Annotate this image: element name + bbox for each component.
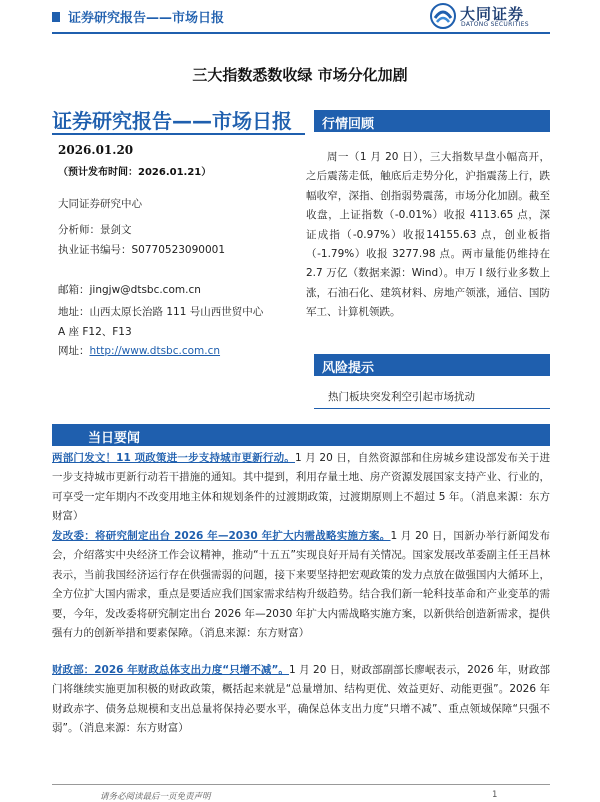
analyst-name: 分析师：景剑文 (58, 224, 132, 236)
email-address: 邮箱：jingjw@dtsbc.com.cn (58, 284, 201, 296)
footer-divider (52, 784, 550, 785)
institute-name: 大同证券研究中心 (58, 198, 142, 210)
report-date: 2026.01.20 (58, 143, 134, 157)
address-line-2: A 座 F12、F13 (58, 326, 132, 338)
address-line-1: 地址：山西太原长治路 111 号山西世贸中心 (58, 306, 264, 318)
news-item (52, 527, 550, 643)
logo-english: DATONG SECURITIES (461, 21, 529, 28)
website-link[interactable]: http://www.dtsbc.com.cn (89, 345, 221, 357)
header-title: 证券研究报告——市场日报 (68, 11, 225, 26)
market-review-header (314, 110, 550, 132)
report-main-title: 三大指数悉数收绿 市场分化加剧 (192, 66, 408, 84)
expected-publish-time: （预计发布时间：2026.01.21） (58, 167, 212, 178)
license-number: 执业证书编号：S0770523090001 (58, 244, 226, 256)
risk-warning-header (314, 354, 550, 376)
daily-news-header (52, 424, 550, 446)
header-divider (52, 32, 550, 34)
market-review-label: 行情回顾 (322, 117, 375, 132)
page-number: 1 (492, 790, 498, 800)
risk-warning-text: 热门板块突发利空引起市场扰动 (328, 391, 475, 403)
header-marker (52, 12, 60, 22)
news-headline[interactable]: 发改委：将研究制定出台 2026 年—2030 年扩大内需战略实施方案。 (52, 530, 391, 542)
news-body: 1 月 20 日，财政部副部长廖岷表示，2026 年，财政部门将继续实施更加积极的财政政策，概括起来就是“总量增加、结构更优、效益更好、动能更强”。2026 年财政赤字、债务总规模和支出总量将保持必要水平，确保总体支出力度“只增不减”、重点领域保障“只强不弱”。（消息来源：东方财富） (52, 664, 550, 735)
company-logo (430, 2, 550, 30)
news-item (52, 449, 550, 527)
news-headline[interactable]: 财政部：2026 年财政总体支出力度“只增不减”。 (52, 664, 289, 676)
daily-news-label: 当日要闻 (88, 431, 141, 446)
logo-name: 大同证券 (460, 5, 525, 23)
risk-warning-label: 风险提示 (322, 361, 375, 376)
risk-divider (314, 408, 550, 409)
website-label: 网址： (58, 345, 90, 357)
news-headline[interactable]: 两部门发文！11 项政策进一步支持城市更新行动。 (52, 452, 295, 464)
footer-disclaimer: 请务必阅读最后一页免责声明 (100, 792, 211, 802)
market-review-text: 周一（1 月 20 日），三大指数早盘小幅高开，之后震荡走低，触底后走势分化，沪指震荡上行，跌幅收窄，深指、创指弱势震荡，市场分化加剧。截至收盘，上证指数（-0.01%）收报 4113.65 点，深证成指（-0.97%）收报14155.63 点，创业板指（-1.79%）收报 3277.98 点。两市量能仍维持在 2.7 万亿（数据来源：Wind）。申万 I 级行业多数上涨，石油石化、建筑材料、房地产领涨，通信、国防军工、计算机领跌。 (306, 151, 550, 319)
news-item (52, 661, 550, 739)
news-body: 1 月 20 日，国新办举行新闻发布会，介绍落实中央经济工作会议精神，推动“十五五”实现良好开局有关情况。国家发展改革委副主任王昌林表示，当前我国经济运行存在供强需弱的问题，接下来要坚持把宏观政策的发力点放在做强国内大循环上，全方位扩大国内需求，重点是要适应我们国家需求结构升级趋势。结合我们新一轮科技革命和产业变革的需要，今年，发改委将研究制定出台 2026 年—2030 年扩大内需战略实施方案，以新供给创造新需求，提供强有力的创新举措和要素保障。（消息来源：东方财富） (52, 530, 550, 640)
logo-emblem-icon (430, 3, 456, 29)
news-body: 1 月 20 日，自然资源部和住房城乡建设部发布关于进一步支持城市更新行动若干措施的通知。其中提到，利用存量土地、房产资源发展国家支持产业、行业的，可享受一定年期内不改变用地主体和规划条件的过渡期政策，过渡期原则上不超过 5 年。（消息来源：东方财富） (52, 452, 550, 523)
website-line (58, 343, 220, 358)
heading-divider (52, 133, 305, 135)
report-heading: 证券研究报告——市场日报 (52, 109, 292, 133)
